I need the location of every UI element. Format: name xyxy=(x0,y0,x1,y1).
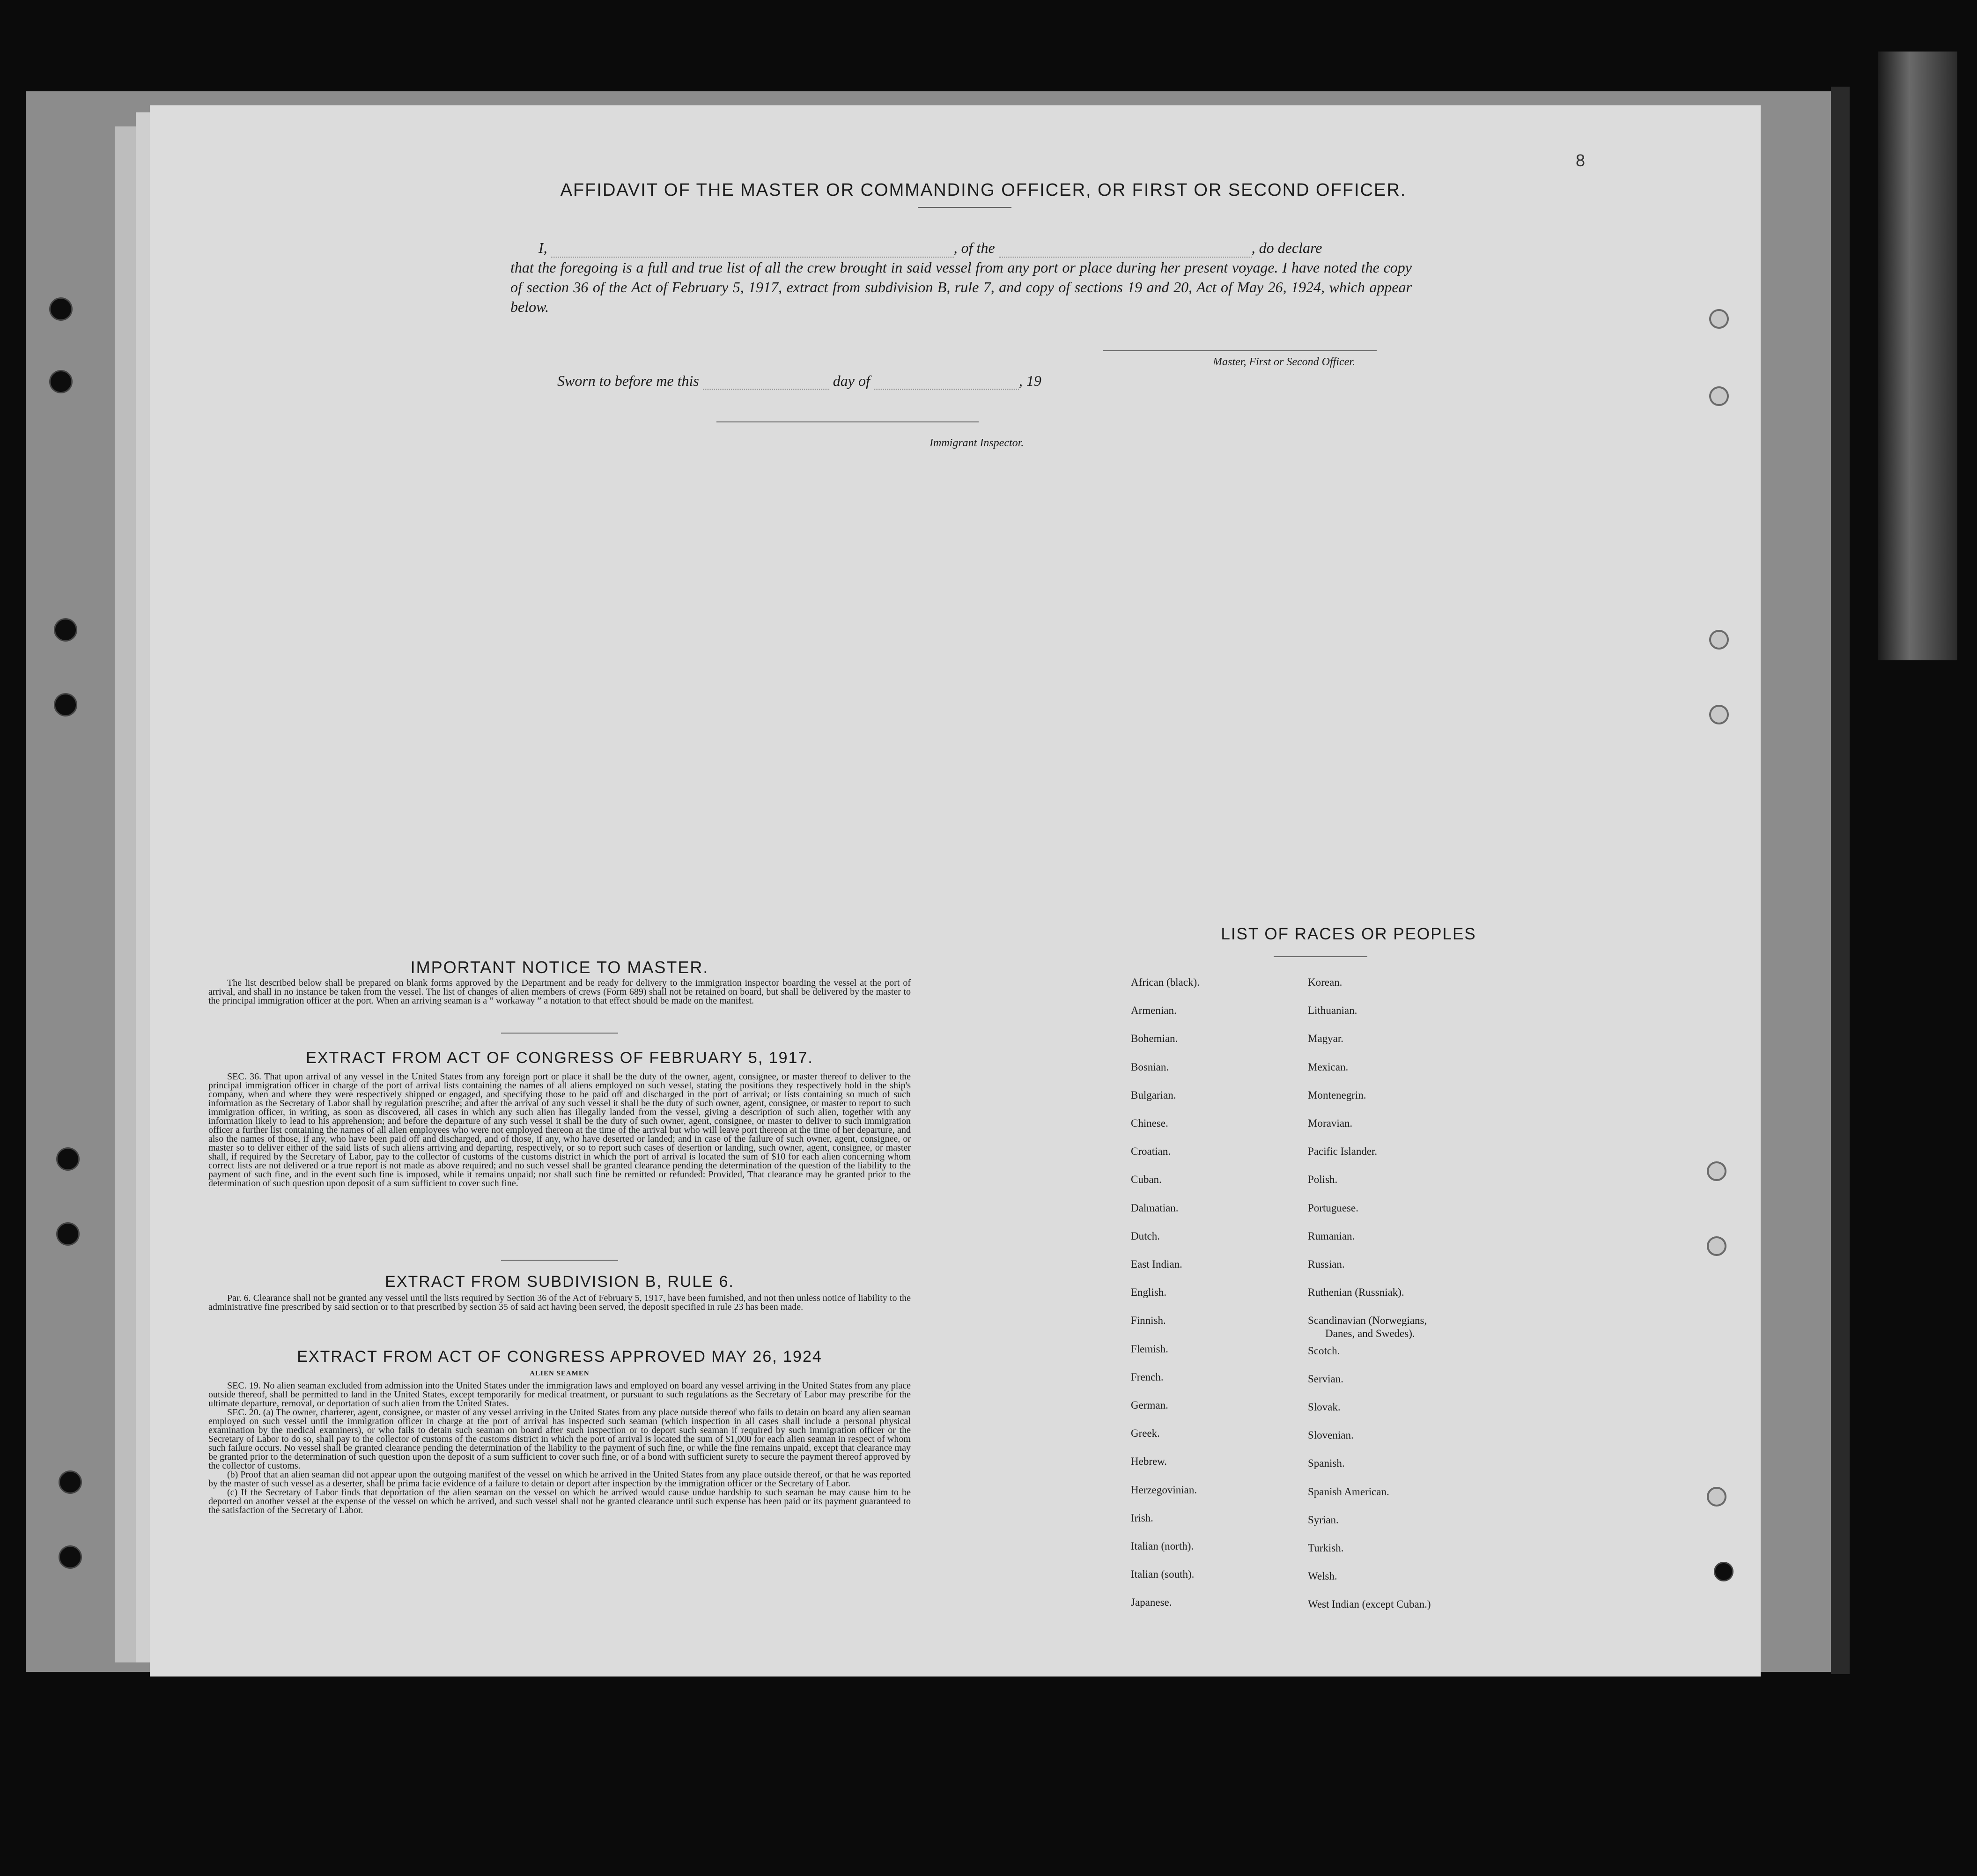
page-number: 8 xyxy=(1576,151,1586,170)
binder-hole xyxy=(49,297,73,321)
sworn-month-field[interactable] xyxy=(874,389,1019,390)
race-item: Bulgarian. xyxy=(1131,1089,1176,1101)
race-item: Italian (north). xyxy=(1131,1540,1194,1552)
race-item: Moravian. xyxy=(1308,1117,1353,1129)
race-item: Dutch. xyxy=(1131,1230,1160,1242)
race-item: East Indian. xyxy=(1131,1258,1182,1270)
extract-1924-text xyxy=(208,1381,911,1515)
race-item: Russian. xyxy=(1308,1258,1345,1270)
race-item: Welsh. xyxy=(1308,1570,1337,1582)
race-item: Lithuanian. xyxy=(1308,1004,1357,1016)
binder-hole xyxy=(54,693,77,716)
race-item: Herzegovinian. xyxy=(1131,1484,1197,1496)
race-item: Bosnian. xyxy=(1131,1061,1169,1073)
race-item: Korean. xyxy=(1308,976,1343,988)
punch-hole xyxy=(1707,1236,1726,1256)
race-item: Armenian. xyxy=(1131,1004,1177,1016)
inspector-label: Immigrant Inspector. xyxy=(929,437,1024,449)
race-item: Magyar. xyxy=(1308,1033,1344,1044)
race-item: Ruthenian (Russniak). xyxy=(1308,1286,1404,1298)
punch-hole-dark xyxy=(1714,1562,1734,1581)
signature-label: Master, First or Second Officer. xyxy=(1213,356,1355,368)
sworn-prefix: Sworn to before me this xyxy=(557,372,699,389)
race-item: Hebrew. xyxy=(1131,1455,1167,1467)
section-divider xyxy=(501,1033,618,1034)
subdivision-text xyxy=(208,1294,911,1312)
race-item: Flemish. xyxy=(1131,1343,1168,1355)
race-item: English. xyxy=(1131,1286,1167,1298)
extract-1924-subtitle: ALIEN SEAMEN xyxy=(530,1370,590,1377)
affidavit-do-declare: , do declare xyxy=(1251,239,1322,256)
punch-hole xyxy=(1709,705,1729,724)
sworn-day-field[interactable] xyxy=(703,389,829,390)
extract-1917-title: EXTRACT FROM ACT OF CONGRESS OF FEBRUARY 5, 1917. xyxy=(306,1049,813,1067)
race-item: French. xyxy=(1131,1371,1164,1383)
binder-hole xyxy=(59,1545,82,1569)
affidavit-i: I, xyxy=(539,239,547,256)
sworn-line xyxy=(557,372,1041,390)
race-item: Pacific Islander. xyxy=(1308,1145,1378,1157)
extract-1917-text xyxy=(208,1072,911,1188)
extract-1924-title: EXTRACT FROM ACT OF CONGRESS APPROVED MAY 26, 1924 xyxy=(297,1348,822,1366)
race-scandinavian-continued: Danes, and Swedes). xyxy=(1325,1328,1415,1339)
race-item: German. xyxy=(1131,1399,1168,1411)
adjacent-page-edge xyxy=(1878,52,1957,660)
binder-hole xyxy=(54,618,77,642)
race-item: Polish. xyxy=(1308,1174,1338,1185)
notice-text xyxy=(208,979,911,1005)
races-title-rule xyxy=(1274,956,1367,957)
binder-hole xyxy=(59,1470,82,1494)
affidavit-title-rule xyxy=(918,207,1011,208)
affidavit-statement: that the foregoing is a full and true list of all the crew brought in said vessel from any port or place during her present voyage. I have noted the copy of section 36 of the Act of February 5, 1917, extract from subdivision B, rule 7, and copy of sections 19 and 20, Act of May 26, 1924, which appear below. xyxy=(510,259,1412,315)
binder-hole xyxy=(56,1222,80,1246)
race-item: Slovenian. xyxy=(1308,1429,1354,1441)
race-item: Finnish. xyxy=(1131,1315,1166,1326)
section-20b-paragraph: (b) Proof that an alien seaman did not appear upon the outgoing manifest of the vessel on which he arrived in the United States from any place outside thereof, or that he was reported by the master of such vessel as a deserter, shall be prima facie evidence of a failure to detain or deport after inspection by the immigration officer or the Secretary of Labor. xyxy=(208,1470,911,1489)
sworn-day-of: day of xyxy=(833,372,870,389)
inspector-signature-line[interactable] xyxy=(716,421,979,422)
affidavit-title: AFFIDAVIT OF THE MASTER OR COMMANDING OFFICER, OR FIRST OR SECOND OFFICER. xyxy=(560,180,1407,200)
race-item: Cuban. xyxy=(1131,1174,1162,1185)
notice-title: IMPORTANT NOTICE TO MASTER. xyxy=(410,958,709,977)
race-item: Rumanian. xyxy=(1308,1230,1355,1242)
race-item: Servian. xyxy=(1308,1373,1344,1385)
binder-hole xyxy=(49,370,73,393)
race-item: Turkish. xyxy=(1308,1542,1344,1554)
race-item: Mexican. xyxy=(1308,1061,1349,1073)
race-item: Scotch. xyxy=(1308,1345,1340,1357)
board-shadow xyxy=(1831,87,1850,1674)
race-item: African (black). xyxy=(1131,976,1200,988)
binder-hole xyxy=(56,1147,80,1171)
race-item: Slovak. xyxy=(1308,1401,1341,1413)
punch-hole xyxy=(1709,630,1729,650)
affidavit-of-the: , of the xyxy=(953,239,995,256)
race-item: Scandinavian (Norwegians, xyxy=(1308,1315,1427,1326)
affidavit-first-line xyxy=(510,238,1412,258)
race-item: Croatian. xyxy=(1131,1145,1171,1157)
punch-hole xyxy=(1707,1161,1726,1181)
sworn-year-prefix: , 19 xyxy=(1018,372,1041,389)
section-36-paragraph: SEC. 36. That upon arrival of any vessel in the United States from any foreign port or place it shall be the duty of the owner, agent, consignee, or master thereof to deliver to the principal immigration officer in charge of the port of arrival lists containing the names of all aliens employed on such vessel, stating the positions they respectively hold in the ship's company, when and where they were respectively shipped or engaged, and specifying those to be paid off and discharged in the port of arrival; or lists containing so much of such information as the Secretary of Labor shall by regulation prescribe; and after the arrival of any such vessel it shall be the duty of such owner, agent, consignee, or master to report to such immigration officer, in writing, as soon as discovered, all cases in which any such alien has illegally landed from the vessel, giving a description of such alien, together with any information likely to lead to his apprehension; and before the departure of any such vessel it shall be the duty of such owner, agent, consignee, or master to deliver to such immigration officer a further list containing the names of all alien employees who were not employed thereon at the time of the arrival but who will leave port thereon at the time of her departure, and also the names of those, if any, who have been paid off and discharged, and of those, if any, who have deserted or landed; and in case of the failure of such owner, agent, consignee, or master so to deliver either of the said lists of such aliens arriving and departing, respectively, or so to report such cases of desertion or landing, such owner, agent, consignee, or master shall, if required by the Secretary of Labor, pay to the collector of customs of the customs district in which the port of arrival is located the sum of $10 for each alien concerning whom correct lists are not delivered or a true report is not made as above required; and no such vessel shall be granted clearance pending the determination of the question of the liability to the payment of such fine, and in the event such fine is imposed, while it remains unpaid; nor shall such fine be remitted or refunded: Provided, That clearance may be granted prior to the determination of such question upon deposit of a sum sufficient to cover such fine. xyxy=(208,1071,911,1189)
section-20c-paragraph: (c) If the Secretary of Labor finds that deportation of the alien seaman on the vessel on which he arrived would cause undue hardship to such seaman he may cause him to be deported on another vessel at the expense of the vessel on which he arrived, and such vessel shall not be granted clearance until such expense has been paid or its payment guaranteed to the satisfaction of the Secretary of Labor. xyxy=(208,1487,911,1515)
punch-hole xyxy=(1707,1487,1726,1507)
punch-hole xyxy=(1709,386,1729,406)
race-item: West Indian (except Cuban.) xyxy=(1308,1598,1431,1610)
race-item: Japanese. xyxy=(1131,1596,1172,1608)
race-item: Spanish American. xyxy=(1308,1486,1389,1498)
race-item: Spanish. xyxy=(1308,1457,1345,1469)
race-item: Dalmatian. xyxy=(1131,1202,1179,1214)
race-item: Montenegrin. xyxy=(1308,1089,1366,1101)
race-item: Syrian. xyxy=(1308,1514,1339,1526)
notice-paragraph: The list described below shall be prepared on blank forms approved by the Department and be ready for delivery to the immigration inspector boarding the vessel at the port of arrival, and shall in no instance be taken from the vessel. The list of changes of alien members of crews (Form 689) shall not be retained on board, but shall be delivered by the master to the principal immigration officer at the port. When an arriving seaman is a “ workaway ” a notation to that effect should be made on the manifest. xyxy=(208,978,911,1006)
races-title: LIST OF RACES OR PEOPLES xyxy=(1221,925,1476,943)
section-19-paragraph: SEC. 19. No alien seaman excluded from admission into the United States under the immigration laws and employed on board any vessel arriving in the United States from any place outside thereof, shall be permitted to land in the United States, except temporarily for medical treatment, or pursuant to such regulations as the Secretary of Labor may prescribe for the ultimate departure, removal, or deportation of such alien from the United States. xyxy=(208,1381,911,1409)
rule-6-paragraph: Par. 6. Clearance shall not be granted any vessel until the lists required by Section 36 of the Act of February 5, 1917, have been furnished, and not then unless notice of liability to the administrative fine prescribed by said section or to that prescribed by section 35 of said act having been served, the deposit specified in rule 23 has been made. xyxy=(208,1293,911,1312)
punch-hole xyxy=(1709,309,1729,329)
race-item: Chinese. xyxy=(1131,1117,1168,1129)
race-item: Portuguese. xyxy=(1308,1202,1358,1214)
race-item: Italian (south). xyxy=(1131,1568,1195,1580)
race-item: Bohemian. xyxy=(1131,1033,1178,1044)
subdivision-title: EXTRACT FROM SUBDIVISION B, RULE 6. xyxy=(385,1273,734,1291)
race-item: Greek. xyxy=(1131,1427,1160,1439)
section-divider xyxy=(501,1260,618,1261)
affidavit-body xyxy=(510,238,1412,317)
race-item: Irish. xyxy=(1131,1512,1153,1524)
signature-line[interactable] xyxy=(1103,350,1377,351)
section-20a-paragraph: SEC. 20. (a) The owner, charterer, agent, consignee, or master of any vessel arriving in the United States from any place outside thereof who fails to detain on board any alien seaman employed on such vessel until the immigration officer in charge at the port of arrival has inspected such seaman (which inspection in all cases shall include a personal physical examination by the medical examiners), or who fails to detain such seaman on board after such inspection or to deport such seaman if required by such immigration officer or the Secretary of Labor to do so, shall pay to the collector of customs of the customs district in which the port of arrival is located the sum of $1,000 for each alien seaman in respect of whom such failure occurs. No vessel shall be granted clearance pending the determination of the liability to the payment of such fine, or while the fine remains unpaid, except that clearance may be granted prior to the determination of such question upon the deposit of a sum sufficient to cover such fine, or of a bond with sufficient surety to secure the payment thereof approved by the collector of customs. xyxy=(208,1407,911,1471)
